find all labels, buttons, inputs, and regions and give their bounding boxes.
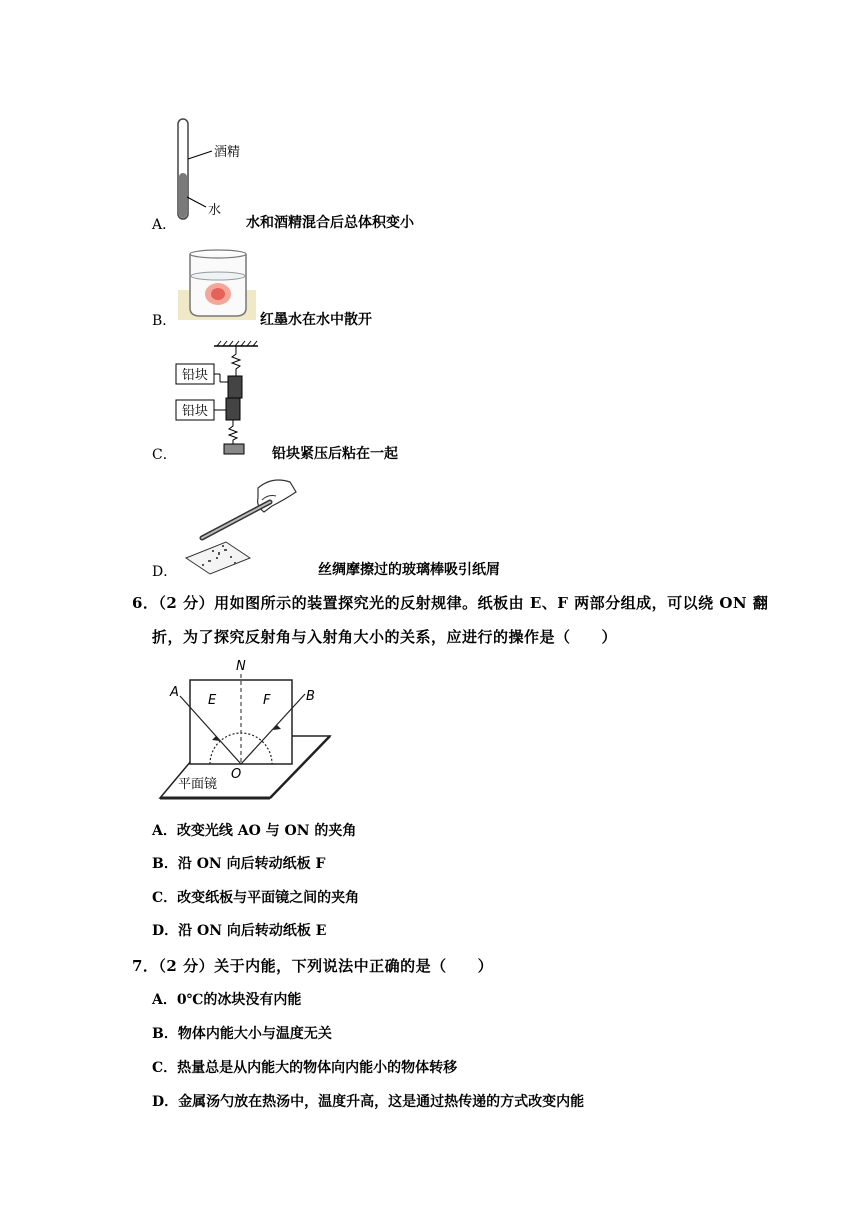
q6-stem-line1: 6．（2 分）用如图所示的装置探究光的反射规律。纸板由 E、F 两部分组成，可以绕 ON 翻 bbox=[132, 594, 769, 612]
q7-choice-b[interactable]: B．物体内能大小与温度无关 bbox=[152, 1026, 332, 1042]
label-n: N bbox=[236, 659, 246, 674]
label-o: O bbox=[231, 767, 242, 782]
q7-choice-a[interactable]: A．0℃的冰块没有内能 bbox=[152, 992, 302, 1008]
label-lead-bottom: 铅块 bbox=[182, 404, 209, 419]
q7-choice-c[interactable]: C．热量总是从内能大的物体向内能小的物体转移 bbox=[152, 1060, 458, 1076]
option-a-letter: A． bbox=[152, 217, 177, 233]
label-lead-top: 铅块 bbox=[182, 368, 209, 383]
label-b: B bbox=[306, 689, 315, 704]
option-c-caption: 铅块紧压后粘在一起 bbox=[272, 446, 398, 462]
option-a-caption: 水和酒精混合后总体积变小 bbox=[246, 215, 414, 231]
option-d-letter: D． bbox=[152, 564, 178, 580]
q6-choice-c[interactable]: C．改变纸板与平面镜之间的夹角 bbox=[152, 890, 360, 906]
option-b-letter: B． bbox=[152, 313, 177, 329]
glass-rod-figure bbox=[172, 472, 312, 578]
q6-choice-a[interactable]: A．改变光线 AO 与 ON 的夹角 bbox=[152, 823, 357, 839]
q6-choice-b[interactable]: B．沿 ON 向后转动纸板 F bbox=[152, 856, 326, 872]
q7-stem: 7．（2 分）关于内能，下列说法中正确的是（ ） bbox=[132, 957, 494, 975]
label-mirror: 平面镜 bbox=[178, 777, 218, 792]
label-water: 水 bbox=[208, 203, 222, 218]
q6-choice-d[interactable]: D．沿 ON 向后转动纸板 E bbox=[152, 923, 327, 939]
label-e: E bbox=[208, 693, 217, 708]
beaker-figure bbox=[176, 246, 260, 322]
q6-stem-line2: 折，为了探究反射角与入射角大小的关系，应进行的操作是（ ） bbox=[152, 628, 618, 646]
option-b-caption: 红墨水在水中散开 bbox=[260, 312, 372, 328]
q7-choice-d[interactable]: D．金属汤勺放在热汤中，温度升高，这是通过热传递的方式改变内能 bbox=[152, 1094, 585, 1110]
label-alcohol: 酒精 bbox=[214, 145, 241, 160]
label-a: A bbox=[170, 685, 179, 700]
reflection-figure bbox=[150, 656, 340, 806]
lead-blocks-figure bbox=[170, 340, 270, 458]
test-tube-figure bbox=[170, 115, 250, 225]
label-f: F bbox=[263, 693, 271, 708]
option-d-caption: 丝绸摩擦过的玻璃棒吸引纸屑 bbox=[318, 562, 500, 578]
option-c-letter: C． bbox=[152, 447, 177, 463]
